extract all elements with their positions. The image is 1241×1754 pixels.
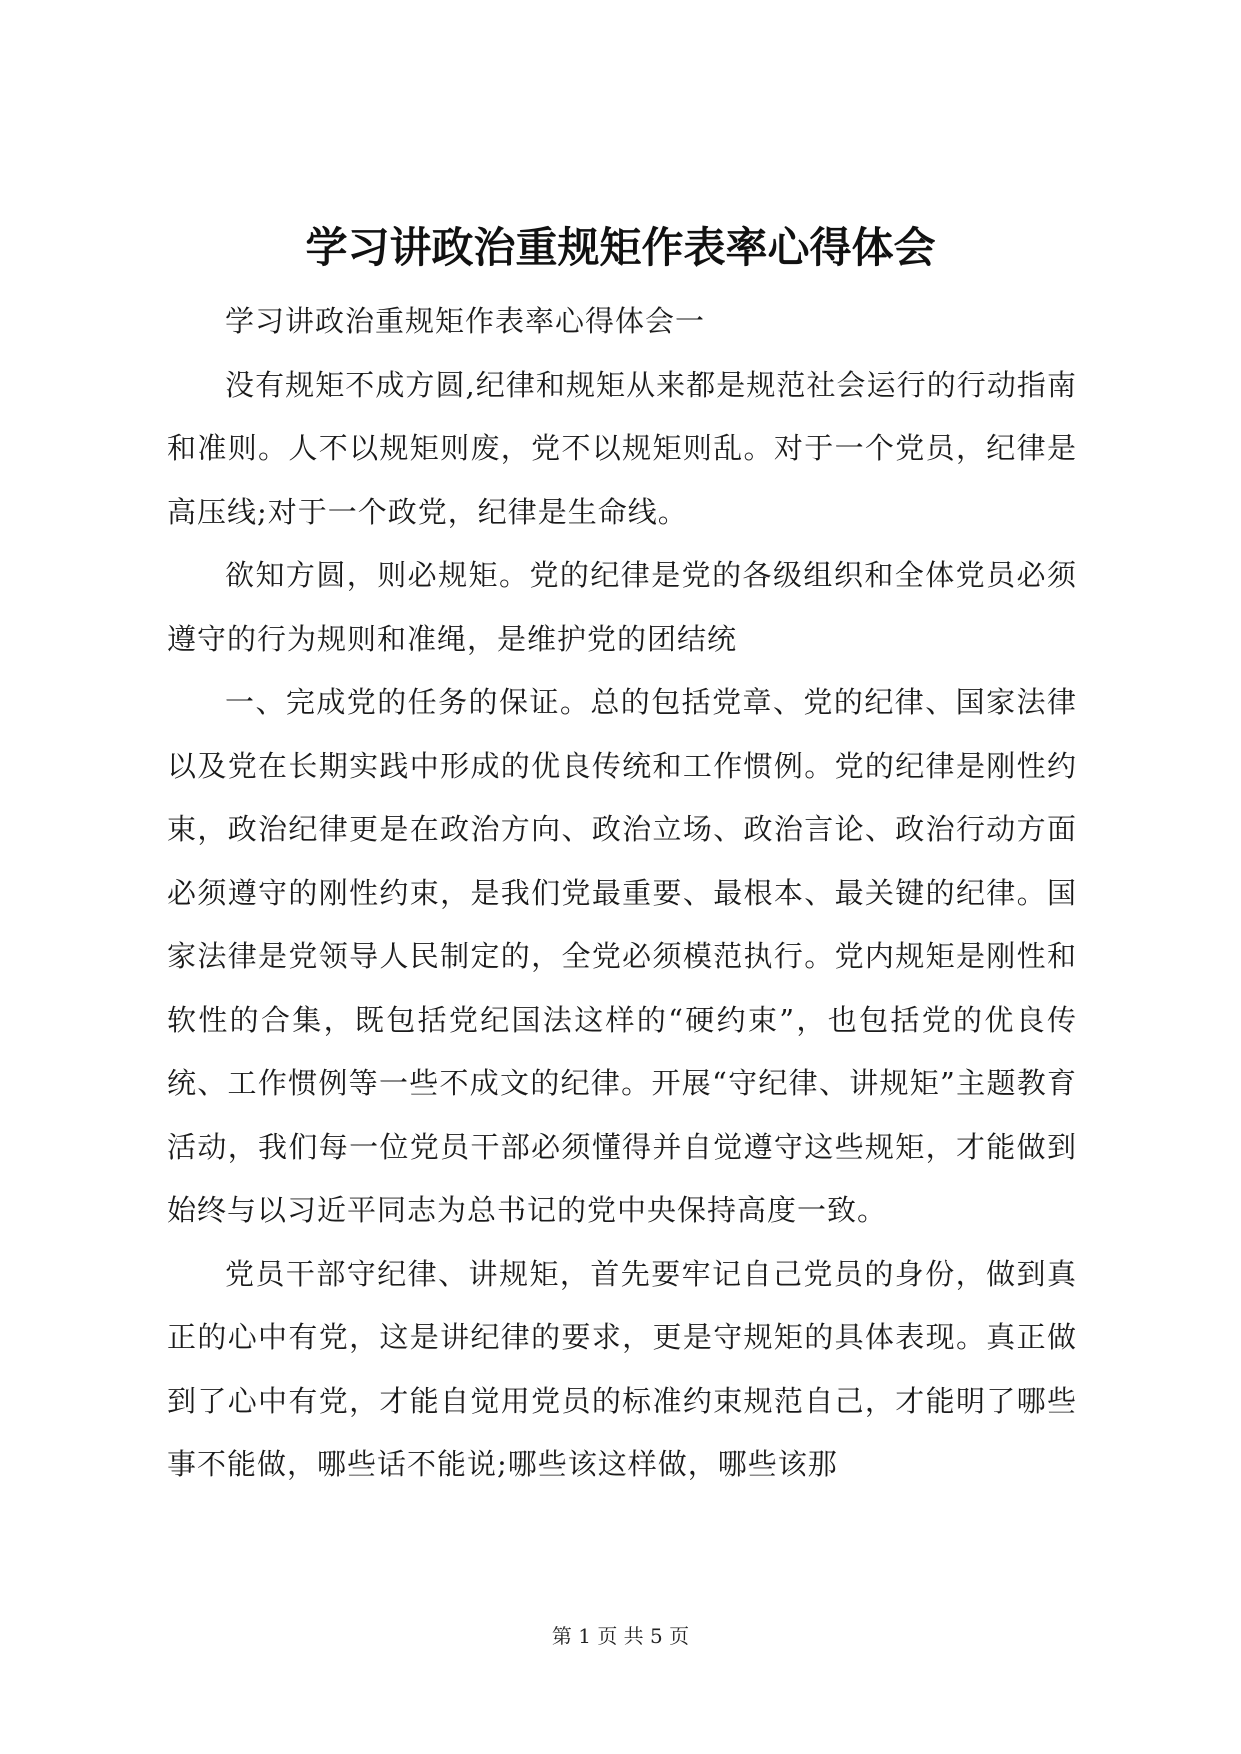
paragraph: 没有规矩不成方圆,纪律和规矩从来都是规范社会运行的行动指南和准则。人不以规矩则废，党不以规矩则乱。对于一个党员，纪律是高压线;对于一个政党，纪律是生命线。 <box>167 367 1077 529</box>
paragraph: 欲知方圆，则必规矩。党的纪律是党的各级组织和全体党员必须遵守的行为规则和准绳，是维护党的团结统 <box>167 558 1077 656</box>
paragraph: 党员干部守纪律、讲规矩，首先要牢记自己党员的身份，做到真正的心中有党，这是讲纪律的要求，更是守规矩的具体表现。真正做到了心中有党，才能自觉用党员的标准约束规范自己，才能明了哪些事不能做，哪些话不能说;哪些该这样做，哪些该那 <box>167 1256 1077 1481</box>
paragraph: 一、完成党的任务的保证。总的包括党章、党的纪律、国家法律以及党在长期实践中形成的优良传统和工作惯例。党的纪律是刚性约束，政治纪律更是在政治方向、政治立场、政治言论、政治行动方面必须遵守的刚性约束，是我们党最重要、最根本、最关键的纪律。国家法律是党领导人民制定的，全党必须模范执行。党内规矩是刚性和软性的合集，既包括党纪国法这样的“硬约束”，也包括党的优良传统、工作惯例等一些不成文的纪律。开展“守纪律、讲规矩”主题教育活动，我们每一位党员干部必须懂得并自觉遵守这些规矩，才能做到始终与以习近平同志为总书记的党中央保持高度一致。 <box>167 685 1077 1227</box>
page-footer <box>0 1621 1241 1651</box>
page-number-label: 第 1 页 共 5 页 <box>551 1624 690 1648</box>
document-body <box>167 290 1077 1497</box>
paragraph-subtitle: 学习讲政治重规矩作表率心得体会一 <box>225 304 706 338</box>
document-title: 学习讲政治重规矩作表率心得体会 <box>305 223 936 272</box>
